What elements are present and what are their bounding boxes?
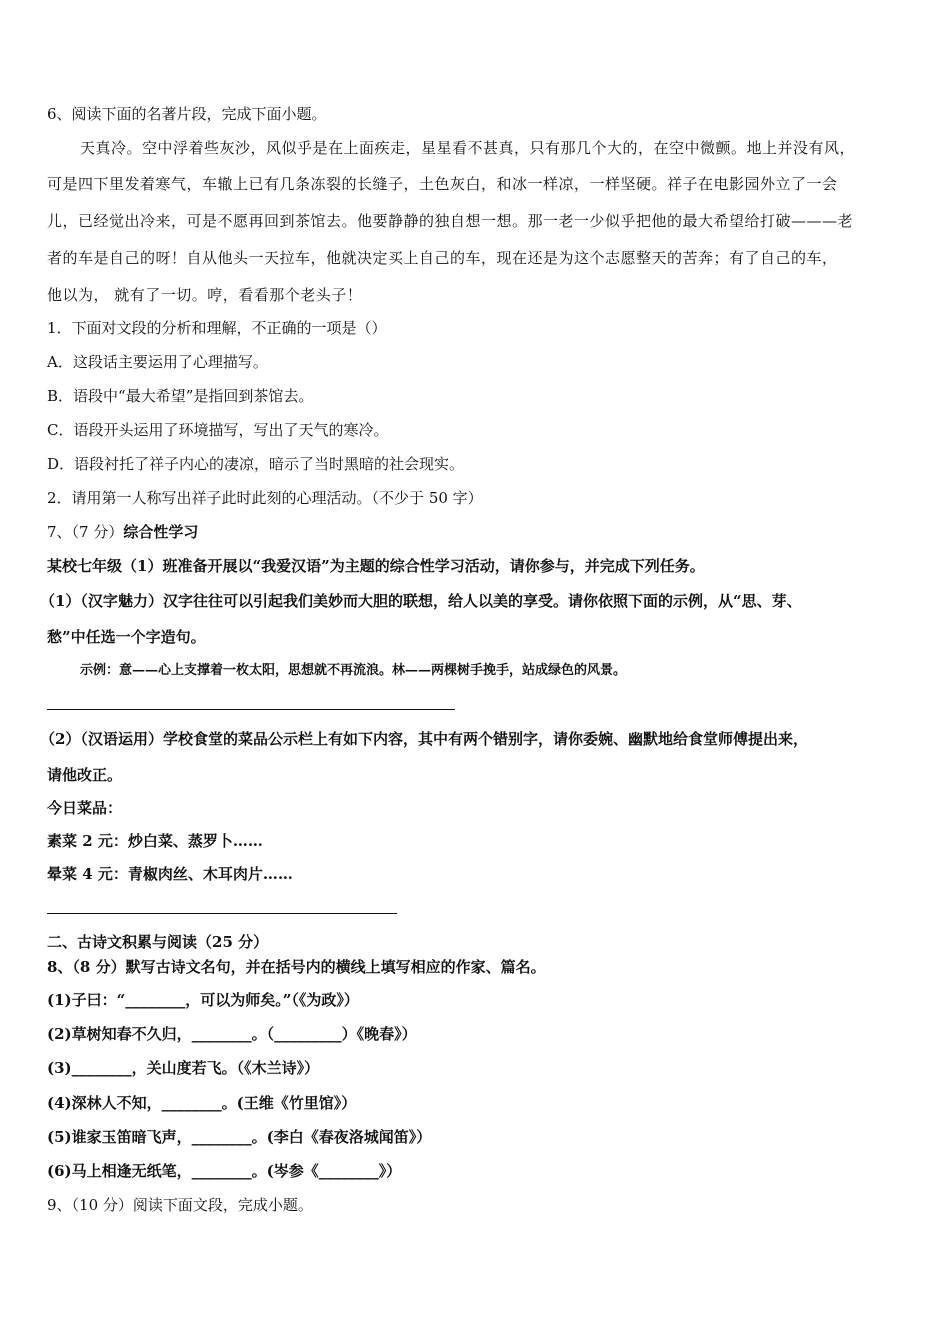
q6-option-a: A．这段话主要运用了心理描写。: [47, 353, 268, 371]
q6-passage-line-3: 儿，已经觉出冷来，可是不愿再回到茶馆去。他要静静的独自想一想。那一老一少似乎把他的最大希望给打破———老: [47, 212, 854, 230]
q6-passage-line-2: 可是四下里发着寒气，车辙上已有几条冻裂的长缝子，土色灰白，和冰一样凉，一样坚硬。祥子在电影园外立了一会: [47, 175, 838, 193]
q6-option-b: B．语段中“最大希望”是指回到茶馆去。: [47, 387, 314, 405]
q7-task2-line-1: （2）（汉语运用）学校食堂的菜品公示栏上有如下内容，其中有两个错别字，请你委婉、幽默地给食堂师傅提出来，: [40, 730, 808, 748]
q7-task1-line-1: （1）（汉字魅力）汉字往往可以引起我们美妙而大胆的联想，给人以美的享受。请你依照下面的示例，从“思、芽、: [40, 592, 802, 610]
q7-heading-title: 综合性学习: [123, 523, 199, 541]
q7-intro: 某校七年级（1）班准备开展以“我爱汉语”为主题的综合性学习活动，请你参与，并完成下列任务。: [47, 557, 705, 575]
q6-passage-line-1: 天真冷。空中浮着些灰沙，风似乎是在上面疾走，星星看不甚真，只有那几个大的，在空中微颤。地上并没有风，: [80, 139, 856, 157]
section2-title: 二、古诗文积累与阅读（25 分）: [47, 933, 269, 951]
q8-item-3: (3)________，关山度若飞。（《木兰诗》）: [47, 1059, 320, 1077]
q7-heading: [47, 522, 198, 542]
answer-line-1: [47, 709, 455, 710]
answer-line-2: [47, 913, 397, 914]
q9-heading: 9、（10 分）阅读下面文段，完成小题。: [47, 1196, 313, 1214]
q7-task2-line-2: 请他改正。: [47, 766, 123, 784]
q6-passage-line-5: 他以为， 就有了一切。哼，看看那个老头子！: [47, 286, 363, 304]
q8-item-4: (4)深林人不知，________。(王维《竹里馆》）: [47, 1094, 357, 1112]
q8-item-2: (2)草树知春不久归，________。（_________）《晚春》）: [47, 1025, 417, 1043]
q6-option-d: D．语段衬托了祥子内心的凄凉，暗示了当时黑暗的社会现实。: [47, 455, 465, 473]
q6-heading: 6、阅读下面的名著片段，完成下面小题。: [47, 105, 327, 123]
q8-item-1: (1)子曰：“________，可以为师矣。”（《为政》）: [47, 991, 359, 1009]
q8-item-6: (6)马上相逢无纸笔，________。(岑参《________》）: [47, 1162, 402, 1180]
q7-example: 示例：意——心上支撑着一枚太阳，思想就不再流浪。林——两棵树手挽手，站成绿色的风景。: [80, 663, 627, 678]
q7-menu-item-2: 晕菜 4 元：青椒肉丝、木耳肉片……: [47, 865, 293, 883]
q6-sub1: 1．下面对文段的分析和理解，不正确的一项是（）: [47, 319, 387, 337]
q7-menu-title: 今日菜品：: [47, 799, 123, 817]
q7-heading-prefix: 7、（7 分）: [47, 523, 124, 541]
q6-option-c: C．语段开头运用了环境描写，写出了天气的寒冷。: [47, 421, 389, 439]
q6-passage-line-4: 者的车是自己的呀！自从他头一天拉车，他就决定买上自己的车，现在还是为这个志愿整天的苦奔；有了自己的车，: [47, 249, 838, 267]
q8-item-5: (5)谁家玉笛暗飞声，________。(李白《春夜洛城闻笛》）: [47, 1128, 432, 1146]
q7-task1-line-2: 愁”中任选一个字造句。: [47, 628, 206, 646]
q8-heading: 8、（8 分）默写古诗文名句，并在括号内的横线上填写相应的作家、篇名。: [47, 958, 546, 976]
q7-menu-item-1: 素菜 2 元：炒白菜、蒸罗卜……: [47, 832, 263, 850]
q6-sub2: 2．请用第一人称写出祥子此时此刻的心理活动。（不少于 50 字）: [47, 489, 483, 507]
